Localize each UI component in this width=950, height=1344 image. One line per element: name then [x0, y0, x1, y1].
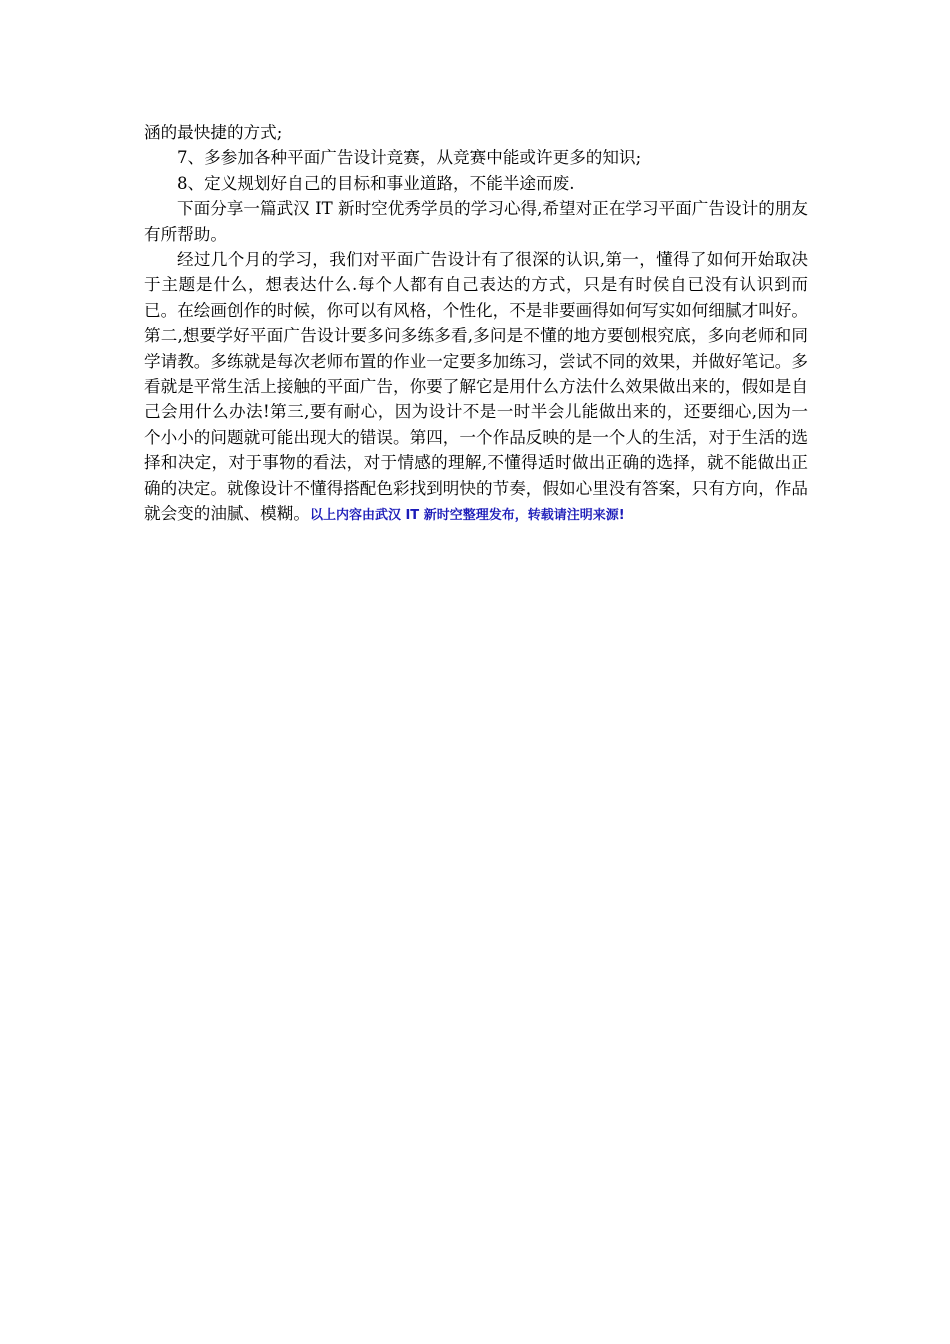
paragraph-item-7: 7、多参加各种平面广告设计竞赛，从竞赛中能或许更多的知识;	[177, 148, 642, 168]
paragraph-experience-text: 经过几个月的学习，我们对平面广告设计有了很深的认识,第一，懂得了如何开始取决于主题是什么，想表达什么.每个人都有自己表达的方式，只是有时侯自已没有认识到而已。在绘画创作的时候，你可以有风格，个性化，不是非要画得如何写实如何细腻才叫好。第二,想要学好平面广告设计要多问多练多看,多问是不懂的地方要刨根究底，多向老师和同学请教。多练就是每次老师布置的作业一定要多加练习，尝试不同的效果，并做好笔记。多看就是平常生活上接触的平面广告，你要了解它是用什么方法什么效果做出来的，假如是自己会用什么办法!第三,要有耐心，因为设计不是一时半会儿能做出来的，还要细心,因为一个小小的问题就可能出现大的错误。第四，一个作品反映的是一个人的生活，对于生活的选择和决定，对于事物的看法，对于情感的理解,不懂得适时做出正确的选择，就不能做出正确的决定。就像设计不懂得搭配色彩找到明快的节奏，假如心里没有答案，只有方向，作品就会变的油腻、模糊。	[144, 250, 808, 524]
paragraph-experience	[144, 247, 808, 528]
paragraph-item-8: 8、定义规划好自己的目标和事业道路，不能半途而废.	[177, 173, 575, 193]
source-note: 以上内容由武汉 IT 新时空整理发布，转载请注明来源!	[309, 508, 625, 524]
paragraph-continuation: 涵的最快捷的方式;	[144, 123, 283, 142]
document-body	[144, 120, 808, 529]
paragraph-intro: 下面分享一篇武汉 IT 新时空优秀学员的学习心得,希望对正在学习平面广告设计的朋友有所帮助。	[144, 199, 808, 244]
